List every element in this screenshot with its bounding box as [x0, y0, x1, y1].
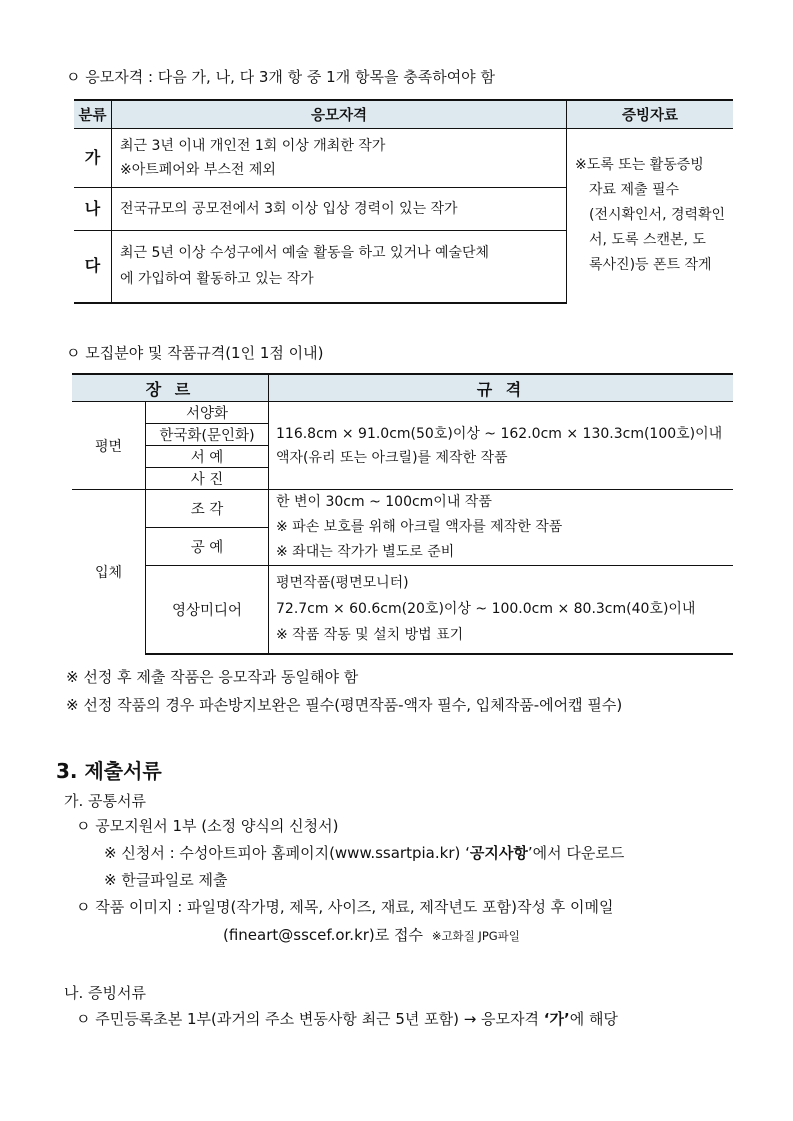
- category-solid: 입체: [72, 490, 146, 654]
- evidence-line: 자료 제출 필수: [589, 182, 680, 199]
- notice-board-text: 공지사항: [469, 844, 528, 862]
- subsection-title-proof: 나. 증빙서류: [64, 984, 146, 1002]
- recruitment-table: [72, 373, 733, 655]
- table-header: 규 격: [269, 374, 734, 402]
- solid-spec: [269, 490, 734, 566]
- note-text: ※ 신청서 : 수성아트피아 홈페이지(www.ssartpia.kr) ‘: [104, 844, 470, 862]
- genre-media: 영상미디어: [146, 566, 269, 654]
- proof-text: ㅇ 주민등록초본 1부(과거의 주소 변동사항 최근 5년 포함) → 응모자격: [76, 1010, 544, 1028]
- note-text: ’에서 다운로드: [527, 844, 625, 862]
- email-text: (fineart@sscef.or.kr)로 접수: [223, 926, 424, 944]
- note: ※ 선정 후 제출 작품은 응모작과 동일해야 함: [66, 668, 359, 686]
- resident-registration-item: [76, 1008, 618, 1029]
- qualification-intro: ㅇ 응모자격 : 다음 가, 나, 다 3개 항 중 1개 항목을 충족하여야 함: [66, 68, 495, 86]
- genre-photography: 사 진: [146, 468, 269, 490]
- table-header: 장 르: [72, 374, 269, 402]
- qualification-text: [112, 231, 567, 303]
- table-header: 응모자격: [112, 100, 567, 129]
- spec-line: ※ 작품 작동 및 설치 방법 표기: [276, 627, 464, 644]
- spec-line: 116.8cm × 91.0cm(50호)이상 ~ 162.0cm × 130.3cm(100호)이내: [276, 425, 723, 442]
- table-header: 분류: [74, 100, 112, 129]
- flat-spec: [269, 402, 734, 490]
- table-cell-line: 전국규모의 공모전에서 3회 이상 입상 경력이 있는 작가: [120, 201, 458, 217]
- table-cell-line: 에 가입하여 활동하고 있는 작가: [120, 271, 314, 288]
- proof-text: 에 해당: [569, 1010, 618, 1028]
- row-label-na: 나: [74, 188, 112, 231]
- table-header: 증빙자료: [567, 100, 734, 129]
- spec-line: 평면작품(평면모니터): [276, 575, 409, 592]
- hwp-note: ※ 한글파일로 제출: [104, 871, 228, 889]
- evidence-line: (전시확인서, 경력확인: [589, 207, 726, 224]
- category-flat: 평면: [72, 402, 146, 490]
- evidence-line: 서, 도록 스캔본, 도: [589, 232, 706, 249]
- evidence-line: 록사진)등 폰트 작게: [589, 257, 712, 274]
- qualification-text: [112, 129, 567, 188]
- genre-craft: 공 예: [146, 528, 269, 566]
- proof-bold: ‘가’: [543, 1010, 570, 1028]
- qualification-text: [112, 188, 567, 231]
- spec-line: 액자(유리 또는 아크릴)를 제작한 작품: [276, 449, 508, 466]
- table-cell-line: 최근 5년 이상 수성구에서 예술 활동을 하고 있거나 예술단체: [120, 245, 490, 262]
- genre-western-painting: 서양화: [146, 402, 269, 424]
- qualification-table: [74, 99, 733, 304]
- note: ※ 선정 작품의 경우 파손방지보완은 필수(평면작품-액자 필수, 입체작품-에어캡 필수): [66, 696, 623, 714]
- download-note: [104, 842, 624, 863]
- recruitment-intro: ㅇ 모집분야 및 작품규격(1인 1점 이내): [66, 344, 324, 362]
- evidence-cell: [567, 129, 734, 303]
- image-item: ㅇ 작품 이미지 : 파일명(작가명, 제목, 사이즈, 재료, 제작년도 포함)작성 후 이메일: [76, 898, 614, 916]
- spec-line: 72.7cm × 60.6cm(20호)이상 ~ 100.0cm × 80.3cm(40호)이내: [276, 601, 696, 618]
- table-cell-line: 최근 3년 이내 개인전 1회 이상 개최한 작가: [120, 138, 386, 154]
- spec-line: ※ 파손 보호를 위해 아크릴 액자를 제작한 작품: [276, 519, 563, 535]
- section-title: 3. 제출서류: [56, 759, 162, 783]
- jpg-note: ※고화질 JPG파일: [431, 929, 520, 943]
- spec-line: ※ 좌대는 작가가 별도로 준비: [276, 544, 455, 560]
- media-spec: [269, 566, 734, 654]
- subsection-title-common: 가. 공통서류: [64, 792, 146, 810]
- genre-sculpture: 조 각: [146, 490, 269, 528]
- application-form-item: ㅇ 공모지원서 1부 (소정 양식의 신청서): [76, 817, 339, 835]
- email-line: [223, 924, 520, 945]
- genre-korean-painting: 한국화(문인화): [146, 424, 269, 446]
- row-label-da: 다: [74, 231, 112, 303]
- genre-calligraphy: 서 예: [146, 446, 269, 468]
- row-label-ga: 가: [74, 129, 112, 188]
- evidence-line: ※도록 또는 활동증빙: [575, 157, 704, 174]
- table-cell-line: ※아트페어와 부스전 제외: [120, 162, 276, 178]
- spec-line: 한 변이 30cm ~ 100cm이내 작품: [276, 494, 492, 510]
